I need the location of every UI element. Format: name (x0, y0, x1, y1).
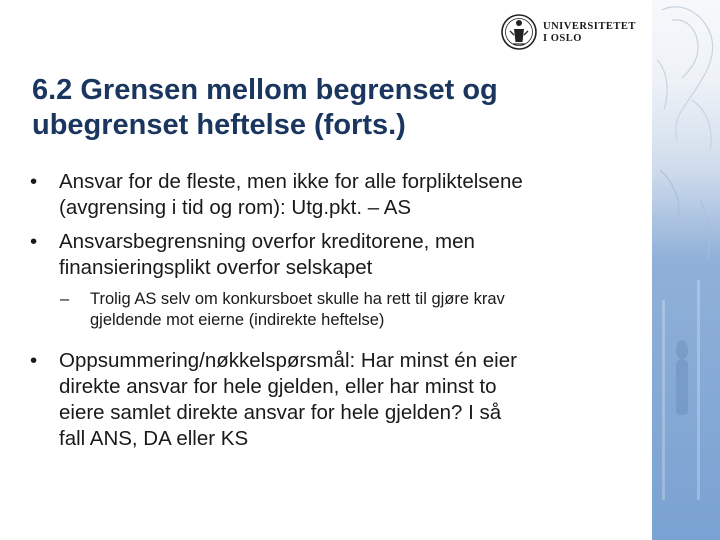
bullet-3-line-2: direkte ansvar for hele gjelden, eller har minst to (59, 375, 497, 398)
bullet-marker: • (30, 349, 38, 372)
bullet-3 (30, 348, 642, 452)
bullet-3-line-4: fall ANS, DA eller KS (59, 427, 249, 450)
classical-figure-illustration (652, 0, 720, 540)
logo-line-2: I OSLO (543, 33, 582, 44)
bullet-2-line-1: Ansvarsbegrensning overfor kreditorene, men (59, 230, 475, 253)
sub-bullet-line-2: gjeldende mot eierne (indirekte heftelse) (90, 311, 385, 329)
bullet-2 (30, 229, 642, 281)
title-line-1: 6.2 Grensen mellom begrenset og (32, 74, 498, 106)
bullet-3-line-1: Oppsummering/nøkkelspørsmål: Har minst én eier (59, 349, 517, 372)
bullet-2-line-2: finansieringsplikt overfor selskapet (59, 256, 373, 279)
slide-content (30, 169, 642, 460)
university-logo (501, 12, 636, 54)
logo-line-1: UNIVERSITETET (543, 21, 636, 32)
logo-text (543, 21, 636, 45)
sub-bullet (30, 289, 642, 331)
university-seal-icon (501, 12, 537, 52)
bullet-3-line-3: eiere samlet direkte ansvar for hele gjelden? I så (59, 401, 502, 424)
bullet-1-line-2: (avgrensing i tid og rom): Utg.pkt. – AS (59, 196, 412, 219)
slide-title (32, 73, 632, 143)
bullet-marker: • (30, 170, 38, 193)
bullet-1-line-1: Ansvar for de fleste, men ikke for alle forpliktelsene (59, 170, 523, 193)
bullet-1 (30, 169, 642, 221)
sub-bullet-line-1: Trolig AS selv om konkursboet skulle ha rett til gjøre krav (90, 290, 505, 308)
decorative-side-band (652, 0, 720, 540)
title-line-2: ubegrenset heftelse (forts.) (32, 109, 406, 141)
sub-bullet-marker: – (60, 290, 70, 308)
bullet-marker: • (30, 230, 38, 253)
